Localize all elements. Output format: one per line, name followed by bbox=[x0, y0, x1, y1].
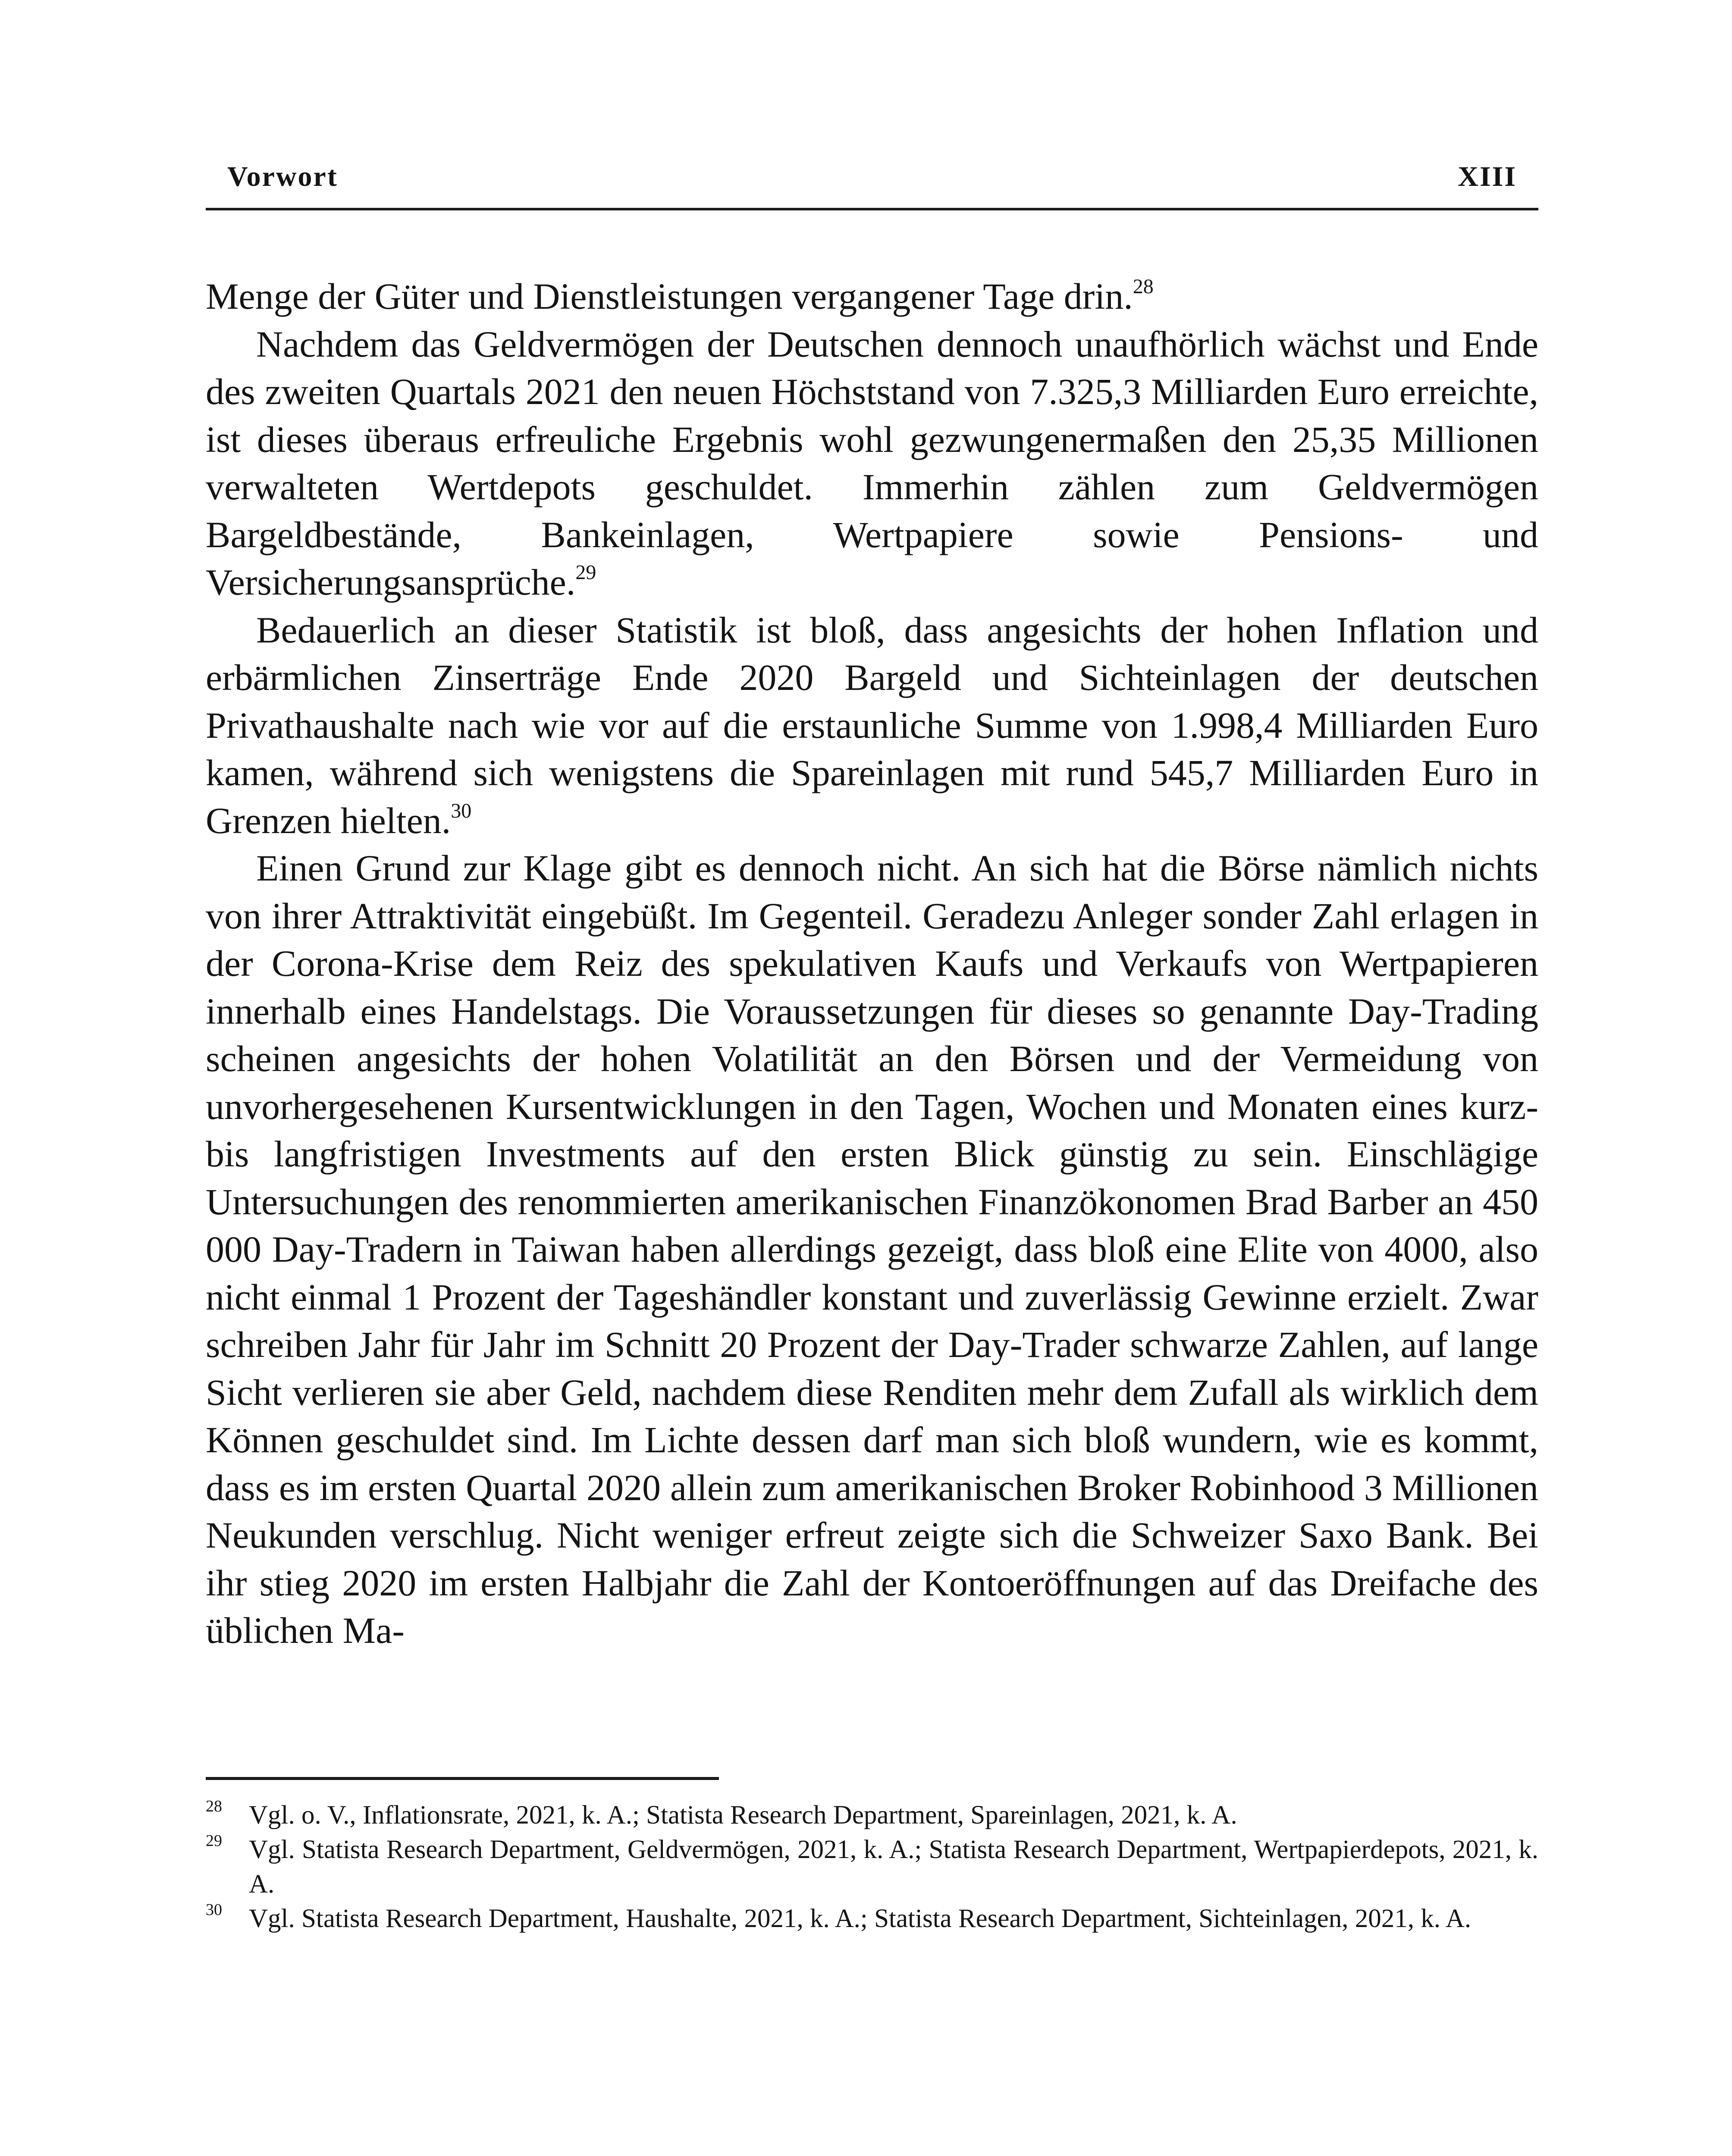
paragraph-text: Nachdem das Geldvermögen der Deutschen dennoch unaufhörlich wächst und Ende des zweiten Quartals 2021 den neuen Höchststand von 7.325,3 Milliarden Euro erreichte, ist dieses überaus erfreuliche Ergebnis wohl gezwungenermaßen den 25,35 Millionen verwalteten Wertdepots geschuldet. Immerhin zählen zum Geldvermögen Bargeldbestände, Bankeinlagen, Wertpapiere sowie Pensions- und Versicherungsansprüche. bbox=[206, 323, 1538, 603]
footnote-number: 30 bbox=[206, 1901, 222, 1919]
paragraph bbox=[206, 606, 1538, 845]
paragraph-text: Menge der Güter und Dienstleistungen vergangener Tage drin. bbox=[206, 276, 1133, 317]
footnote-reference[interactable]: 28 bbox=[1133, 275, 1154, 298]
paragraph-text: Bedauerlich an dieser Statistik ist bloß, dass angesichts der hohen Inflation und erbärmlichen Zinserträge Ende 2020 Bargeld und Sichteinlagen der deutschen Privathaushalte nach wie vor auf die erstaunliche Summe von 1.998,4 Milliarden Euro kamen, während sich wenigstens die Spareinlagen mit rund 545,7 Milliarden Euro in Grenzen hielten. bbox=[206, 609, 1538, 841]
footnote-number: 28 bbox=[206, 1797, 222, 1815]
footnote bbox=[206, 1902, 1538, 1936]
footnote-number: 29 bbox=[206, 1832, 222, 1850]
footnote-reference[interactable]: 29 bbox=[575, 561, 596, 584]
footnote-text: Vgl. Statista Research Department, Geldvermögen, 2021, k. A.; Statista Research Department, Wertpapierdepots, 2021, k. A. bbox=[249, 1835, 1538, 1899]
paragraph-text: Einen Grund zur Klage gibt es dennoch nicht. An sich hat die Börse nämlich nichts von ihrer Attraktivität eingebüßt. Im Gegenteil. Geradezu Anleger sonder Zahl erlagen in der Corona-Krise dem Reiz des spekulativen Kaufs und Verkaufs von Wertpapieren innerhalb eines Handelstags. Die Voraussetzungen für dieses so genannte Day-Trading scheinen angesichts der hohen Volatilität an den Börsen und der Vermeidung von unvorhergesehenen Kursentwicklungen in den Tagen, Wochen und Monaten eines kurz- bis langfristigen Investments auf den ersten Blick günstig zu sein. Einschlägige Untersuchungen des renommierten amerikanischen Finanzökonomen Brad Barber an 450 000 Day-Tradern in Taiwan haben allerdings gezeigt, dass bloß eine Elite von 4000, also nicht einmal 1 Prozent der Tageshändler konstant und zuverlässig Gewinne erzielt. Zwar schreiben Jahr für Jahr im Schnitt 20 Prozent der Day-Trader schwarze Zahlen, auf lange Sicht verlieren sie aber Geld, nachdem diese Renditen mehr dem Zufall als wirklich dem Können geschuldet sind. Im Lichte dessen darf man sich bloß wundern, wie es kommt, dass es im ersten Quartal 2020 allein zum amerikanischen Broker Robinhood 3 Millionen Neukunden verschlug. Nicht weniger erfreut zeigte sich die Schweizer Saxo Bank. Bei ihr stieg 2020 im ersten Halbjahr die Zahl der Kontoeröffnungen auf das Dreifache des üblichen Ma- bbox=[206, 847, 1538, 1651]
footnote bbox=[206, 1833, 1538, 1902]
paragraph bbox=[206, 273, 1538, 320]
footnote-text: Vgl. Statista Research Department, Haushalte, 2021, k. A.; Statista Research Department, Sichteinlagen, 2021, k. A. bbox=[249, 1904, 1472, 1933]
main-text bbox=[206, 273, 1538, 1655]
footnote-text: Vgl. o. V., Inflationsrate, 2021, k. A.; Statista Research Department, Spareinlagen, 2021, k. A. bbox=[249, 1801, 1237, 1830]
footnote bbox=[206, 1798, 1538, 1833]
page-number: XIII bbox=[1458, 161, 1517, 192]
running-header bbox=[206, 160, 1538, 210]
chapter-title: Vorwort bbox=[227, 161, 338, 192]
footnote-reference[interactable]: 30 bbox=[451, 799, 472, 822]
footnote-separator bbox=[206, 1777, 719, 1780]
book-page bbox=[206, 0, 1538, 2156]
paragraph bbox=[206, 320, 1538, 606]
paragraph bbox=[206, 844, 1538, 1655]
footnotes bbox=[206, 1798, 1538, 1936]
